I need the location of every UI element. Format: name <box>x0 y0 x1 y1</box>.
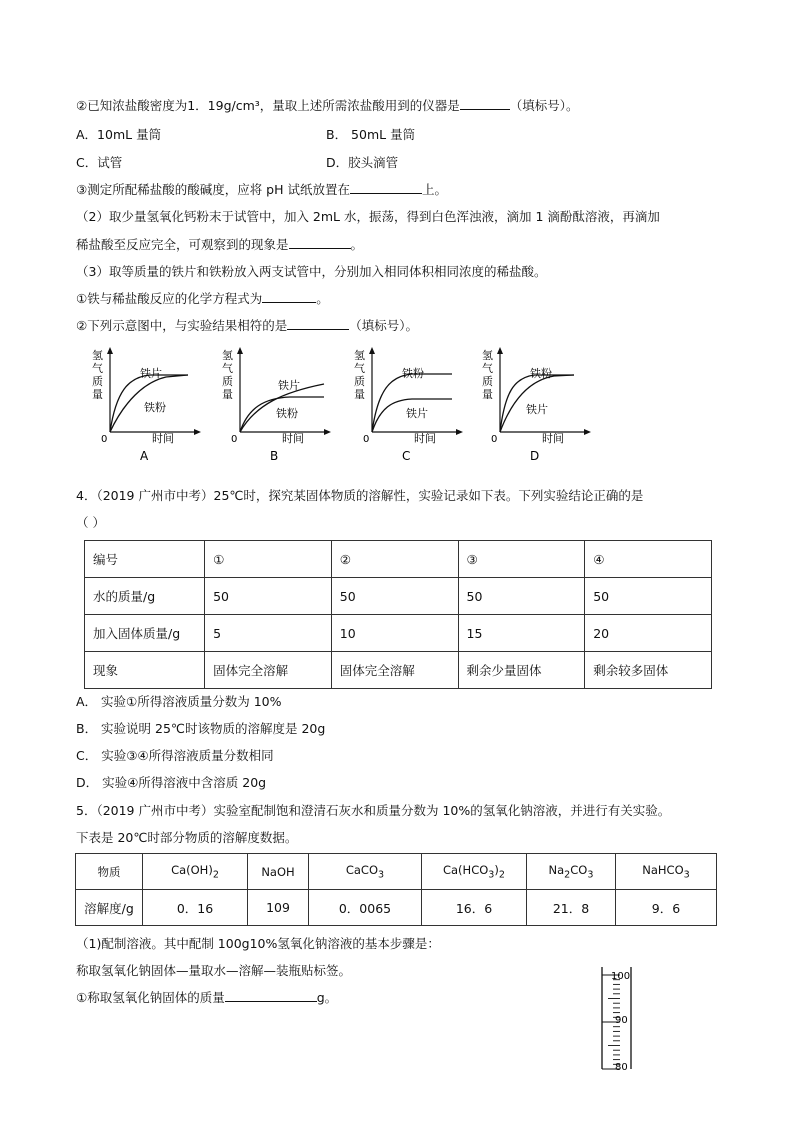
q5-part1-steps: 称取氢氧化钠固体—量取水—溶解—装瓶贴标签。 <box>76 963 352 978</box>
answer-blank[interactable] <box>287 317 349 330</box>
q3-part3-q2-text: ②下列示意图中，与实验结果相符的是 <box>76 318 288 333</box>
q3-part2-line1: （2）取少量氢氧化钙粉末于试管中，加入 2mL 水，振荡，得到白色浑浊液，滴加 1 滴酚酞溶液，再滴加 <box>76 209 660 224</box>
q3-option-c: C．试管 <box>76 155 123 170</box>
hydrogen-graphs <box>0 345 794 475</box>
graph-xlabel: 时间 <box>282 432 304 445</box>
q5-q1-post: g。 <box>316 990 338 1005</box>
q4-table-row <box>85 615 712 652</box>
q4-table-cell: 50 <box>458 578 585 615</box>
answer-blank[interactable] <box>289 236 351 249</box>
q5-header-text: CO <box>570 862 588 877</box>
q4-table-cell: 10 <box>331 615 458 652</box>
graph-label-upper: 铁粉 <box>402 367 424 380</box>
q5-value-cell: 109 <box>248 890 309 926</box>
q5-header-sub: 3 <box>488 869 495 881</box>
graph-origin: 0 <box>491 434 498 445</box>
q5-value-cell: 0．0065 <box>309 890 422 926</box>
q3-line2-post: （填标号）。 <box>509 98 579 113</box>
q4-table-cell: 5 <box>205 615 332 652</box>
graph-label-lower: 铁片 <box>406 407 428 420</box>
q4-table-cell: 15 <box>458 615 585 652</box>
q5-table <box>75 853 717 926</box>
q4-table-cell: 固体完全溶解 <box>331 652 458 689</box>
q4-table-cell: 剩余较多固体 <box>585 652 712 689</box>
y-axis-arrow-icon <box>237 347 243 354</box>
q5-header-text: ) <box>494 862 499 877</box>
q3-line2-text: ②已知浓盐酸密度为1．19g/cm³，量取上述所需浓盐酸用到的仪器是 <box>76 98 460 113</box>
x-axis-arrow-icon <box>324 429 331 435</box>
graph-origin: 0 <box>101 434 108 445</box>
q5-header-text: 物质 <box>97 864 121 879</box>
graph-label-upper: 铁粉 <box>530 367 552 380</box>
q4-table-cell: ④ <box>585 541 712 578</box>
q5-stem1: 5．（2019 广州市中考）实验室配制饱和澄清石灰水和质量分数为 10%的氢氧化钠溶液，并进行有关实验。 <box>76 803 671 818</box>
q3-option-a: A．10mL 量筒 <box>76 127 162 142</box>
graph-label-lower: 铁粉 <box>144 401 166 414</box>
graph-ylabel-char: 氢 <box>482 349 493 362</box>
q4-table-cell: 现象 <box>85 652 205 689</box>
q5-header-sub: 2 <box>498 869 505 881</box>
q4-table-row <box>85 541 712 578</box>
answer-blank[interactable] <box>262 290 316 303</box>
answer-blank[interactable] <box>350 181 422 194</box>
q3-part3-q1-post: 。 <box>316 291 329 306</box>
q3-part2-post: 。 <box>350 237 364 252</box>
q3-line3-post: 上。 <box>422 182 448 197</box>
q5-header-sub: 3 <box>683 869 690 881</box>
q4-table-cell: 水的质量/g <box>85 578 205 615</box>
graph-ylabel-char: 质 <box>354 375 365 388</box>
q5-header-sub: 3 <box>378 869 385 881</box>
q5-header-cell <box>76 854 143 890</box>
graph-label-lower: 铁片 <box>526 403 548 416</box>
q5-q1-text: ①称取氢氧化钠固体的质量 <box>76 990 225 1005</box>
x-axis-arrow-icon <box>456 429 463 435</box>
graph-ylabel-char: 量 <box>92 388 103 401</box>
graph-xlabel: 时间 <box>542 432 564 445</box>
q4-answer-paren[interactable]: （ ） <box>76 515 105 530</box>
q5-value-cell: 0．16 <box>143 890 248 926</box>
q3-part3-q1-text: ①铁与稀盐酸反应的化学方程式为 <box>76 291 263 306</box>
q5-value-cell: 16．6 <box>422 890 527 926</box>
q3-line2 <box>76 96 579 114</box>
q4-table-cell: 50 <box>205 578 332 615</box>
q5-header-cell <box>143 854 248 890</box>
q3-line3-text: ③测定所配稀盐酸的酸碱度，应将 pH 试纸放置在 <box>76 182 350 197</box>
q5-value-cell: 9．6 <box>616 890 717 926</box>
graph-letter: C <box>402 449 411 463</box>
x-axis-arrow-icon <box>194 429 201 435</box>
q3-part3-q2-post: （填标号）。 <box>349 318 418 333</box>
graph-origin: 0 <box>231 434 238 445</box>
q5-header-text: NaOH <box>261 864 295 879</box>
q3-part3-line: （3）取等质量的铁片和铁粉放入两支试管中，分别加入相同体积相同浓度的稀盐酸。 <box>76 264 547 279</box>
q4-table-cell: 剩余少量固体 <box>458 652 585 689</box>
graph-xlabel: 时间 <box>152 432 174 445</box>
cylinder-label: 90 <box>615 1015 628 1026</box>
q5-header-sub: 2 <box>564 869 571 881</box>
q5-stem2: 下表是 20℃时部分物质的溶解度数据。 <box>76 830 298 845</box>
q5-header-sub: 3 <box>587 869 594 881</box>
q5-header-sub: 2 <box>212 869 219 881</box>
q4-table-cell: ② <box>331 541 458 578</box>
q5-value-cell: 溶解度/g <box>76 890 143 926</box>
q5-value-row <box>76 890 717 926</box>
graph-ylabel-char: 氢 <box>354 349 365 362</box>
q5-part1: （1)配制溶液。其中配制 100g10%氢氧化钠溶液的基本步骤是： <box>76 936 440 951</box>
q5-header-text: NaHCO <box>642 862 684 877</box>
q5-header-cell <box>527 854 616 890</box>
q4-table-cell: 编号 <box>85 541 205 578</box>
q4-table-cell: 加入固体质量/g <box>85 615 205 652</box>
graph-ylabel-char: 气 <box>222 362 233 375</box>
q5-header-text: Ca(OH) <box>171 862 213 877</box>
q4-option-c: C． 实验③④所得溶液质量分数相同 <box>76 748 274 763</box>
q5-header-cell <box>309 854 422 890</box>
graph-origin: 0 <box>363 434 370 445</box>
graph-ylabel-char: 量 <box>482 388 493 401</box>
q3-part3-q1 <box>76 289 329 307</box>
q3-option-d: D．胶头滴管 <box>326 155 399 170</box>
cylinder-label: 80 <box>615 1062 628 1073</box>
q3-part2-line2 <box>76 235 363 253</box>
graph-ylabel-char: 氢 <box>222 349 233 362</box>
graph-letter: A <box>140 449 149 463</box>
q5-part1-q1 <box>76 988 337 1006</box>
graduated-cylinder <box>598 965 648 1075</box>
q4-table <box>84 540 712 689</box>
graph-ylabel-char: 气 <box>482 362 493 375</box>
q4-table-cell: 固体完全溶解 <box>205 652 332 689</box>
graph-ylabel-char: 质 <box>482 375 493 388</box>
q4-option-a: A． 实验①所得溶液质量分数为 10% <box>76 694 282 709</box>
q4-table-cell: ① <box>205 541 332 578</box>
q4-table-cell: ③ <box>458 541 585 578</box>
answer-blank[interactable] <box>225 989 317 1002</box>
q4-stem: 4．（2019 广州市中考）25℃时，探究某固体物质的溶解性，实验记录如下表。下列实验结论正确的是 <box>76 488 644 503</box>
q4-table-row <box>85 578 712 615</box>
q4-option-b: B． 实验说明 25℃时该物质的溶解度是 20g <box>76 721 326 736</box>
graph-ylabel-char: 量 <box>222 388 233 401</box>
q5-header-text: Ca(HCO <box>442 862 489 877</box>
y-axis-arrow-icon <box>497 347 503 354</box>
q5-header-row <box>76 854 717 890</box>
q5-header-cell <box>422 854 527 890</box>
q5-header-text: Na <box>548 862 565 877</box>
graph-ylabel-char: 量 <box>354 388 365 401</box>
graph-curve-upper <box>372 374 452 432</box>
graph-letter: B <box>270 449 279 463</box>
q5-value-cell: 21．8 <box>527 890 616 926</box>
q4-option-d: D． 实验④所得溶液中含溶质 20g <box>76 775 267 790</box>
graph-ylabel-char: 气 <box>92 362 103 375</box>
q4-table-cell: 50 <box>585 578 712 615</box>
q3-option-b: B． 50mL 量筒 <box>326 127 416 142</box>
graph-ylabel-char: 氢 <box>92 349 103 362</box>
graph-letter: D <box>530 449 540 463</box>
cylinder-label: 100 <box>611 971 631 982</box>
graph-label-lower: 铁粉 <box>276 407 298 420</box>
graph-label-upper: 铁片 <box>140 367 162 380</box>
x-axis-arrow-icon <box>584 429 591 435</box>
graph-ylabel-char: 质 <box>92 375 103 388</box>
q3-part3-q2 <box>76 316 418 334</box>
q5-header-text: CaCO <box>345 862 379 877</box>
graph-xlabel: 时间 <box>414 432 436 445</box>
q5-header-cell <box>616 854 717 890</box>
graph-ylabel-char: 气 <box>354 362 365 375</box>
answer-blank[interactable] <box>460 97 510 110</box>
y-axis-arrow-icon <box>369 347 375 354</box>
q4-table-cell: 20 <box>585 615 712 652</box>
q5-header-cell <box>248 854 309 890</box>
graph-ylabel-char: 质 <box>222 375 233 388</box>
q3-part2-text: 稀盐酸至反应完全，可观察到的现象是 <box>76 237 289 252</box>
y-axis-arrow-icon <box>107 347 113 354</box>
q4-table-row <box>85 652 712 689</box>
q4-table-cell: 50 <box>331 578 458 615</box>
q3-line3 <box>76 180 447 198</box>
graph-label-upper: 铁片 <box>278 379 300 392</box>
